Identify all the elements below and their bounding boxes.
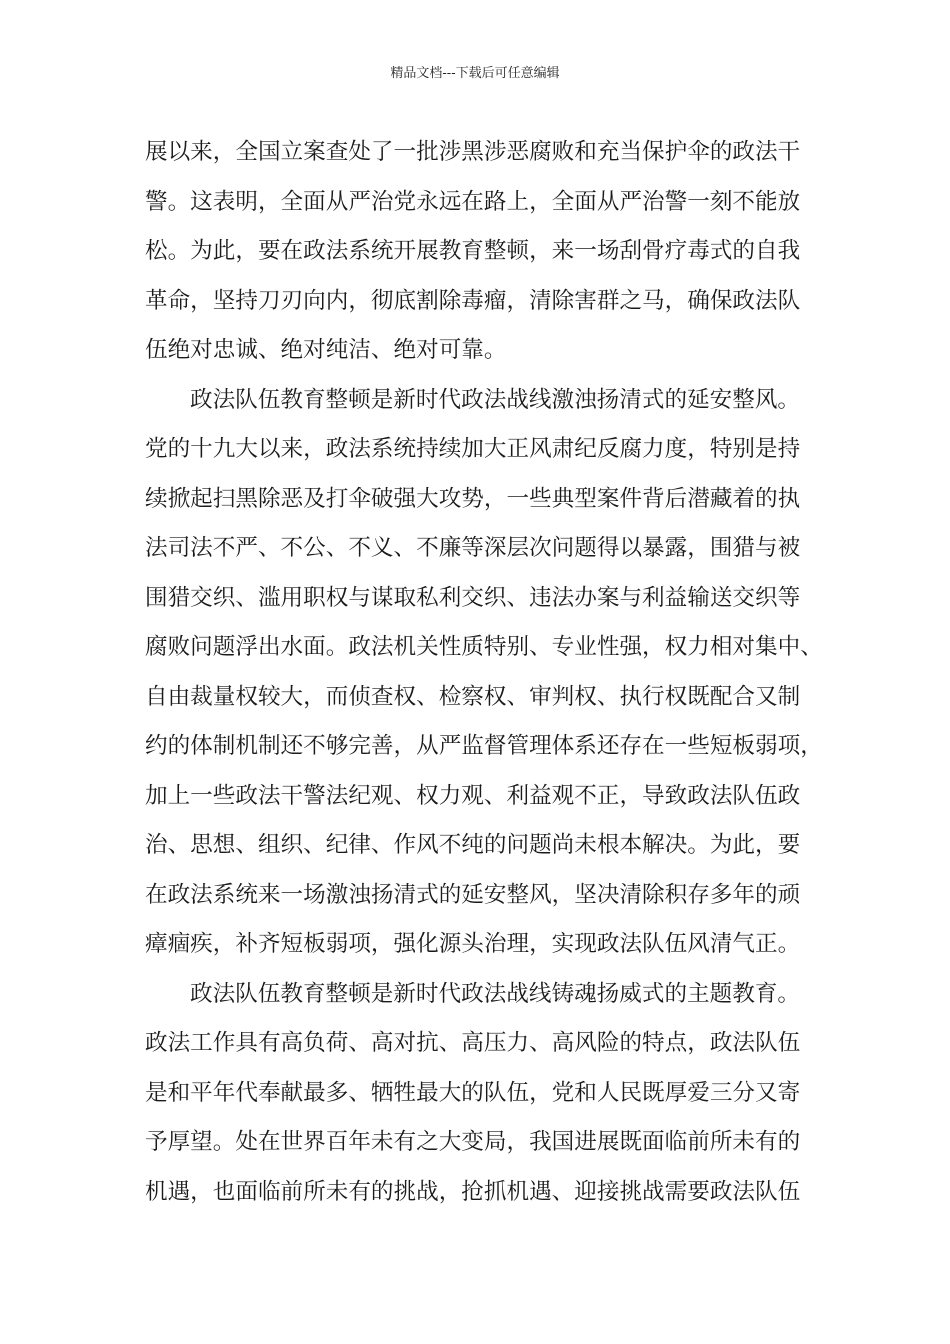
text-line: 瘴痼疾，补齐短板弱项，强化源头治理，实现政法队伍风清气正。 xyxy=(145,931,801,957)
text-line: 是和平年代奉献最多、牺牲最大的队伍，党和人民既厚爱三分又寄 xyxy=(145,1079,801,1106)
text-line: 政法队伍教育整顿是新时代政法战线激浊扬清式的延安整风。 xyxy=(190,386,801,413)
paragraph-3 xyxy=(145,970,825,1218)
text-line: 加上一些政法干警法纪观、权力观、利益观不正，导致政法队伍政 xyxy=(145,782,801,809)
text-line: 伍绝对忠诚、绝对纯洁、绝对可靠。 xyxy=(145,337,507,363)
text-line: 腐败问题浮出水面。政法机关性质特别、专业性强，权力相对集中、 xyxy=(145,634,823,660)
text-line: 续掀起扫黑除恶及打伞破强大攻势，一些典型案件背后潜藏着的执 xyxy=(145,485,801,512)
text-line: 革命，坚持刀刃向内，彻底割除毒瘤，清除害群之马，确保政法队 xyxy=(145,287,801,314)
text-line: 警。这表明，全面从严治党永远在路上，全面从严治警一刻不能放 xyxy=(145,188,801,215)
text-line: 自由裁量权较大，而侦查权、检察权、审判权、执行权既配合又制 xyxy=(145,683,801,710)
text-line: 约的体制机制还不够完善，从严监督管理体系还存在一些短板弱项， xyxy=(145,733,823,759)
text-line: 政法队伍教育整顿是新时代政法战线铸魂扬威式的主题教育。 xyxy=(190,980,801,1007)
document-body xyxy=(145,128,825,1217)
text-line: 予厚望。处在世界百年未有之大变局，我国进展既面临前所未有的 xyxy=(145,1129,801,1155)
text-line: 法司法不严、不公、不义、不廉等深层次问题得以暴露，围猎与被 xyxy=(145,535,801,561)
text-line: 展以来，全国立案查处了一批涉黑涉恶腐败和充当保护伞的政法干 xyxy=(145,139,801,165)
text-line: 围猎交织、滥用职权与谋取私利交织、违法办案与利益输送交织等 xyxy=(145,584,801,611)
paragraph-2 xyxy=(145,376,825,970)
text-line: 在政法系统来一场激浊扬清式的延安整风，坚决清除积存多年的顽 xyxy=(145,881,801,908)
text-line: 党的十九大以来，政法系统持续加大正风肃纪反腐力度，特别是持 xyxy=(145,436,801,462)
paragraph-1 xyxy=(145,128,825,376)
text-line: 机遇，也面临前所未有的挑战，抢抓机遇、迎接挑战需要政法队伍 xyxy=(145,1178,801,1205)
page-header: 精品文档---下载后可任意编辑 xyxy=(390,66,560,81)
text-line: 松。为此，要在政法系统开展教育整顿，来一场刮骨疗毒式的自我 xyxy=(145,238,801,264)
text-line: 治、思想、组织、纪律、作风不纯的问题尚未根本解决。为此，要 xyxy=(145,832,801,858)
text-line: 政法工作具有高负荷、高对抗、高压力、高风险的特点，政法队伍 xyxy=(145,1030,801,1056)
